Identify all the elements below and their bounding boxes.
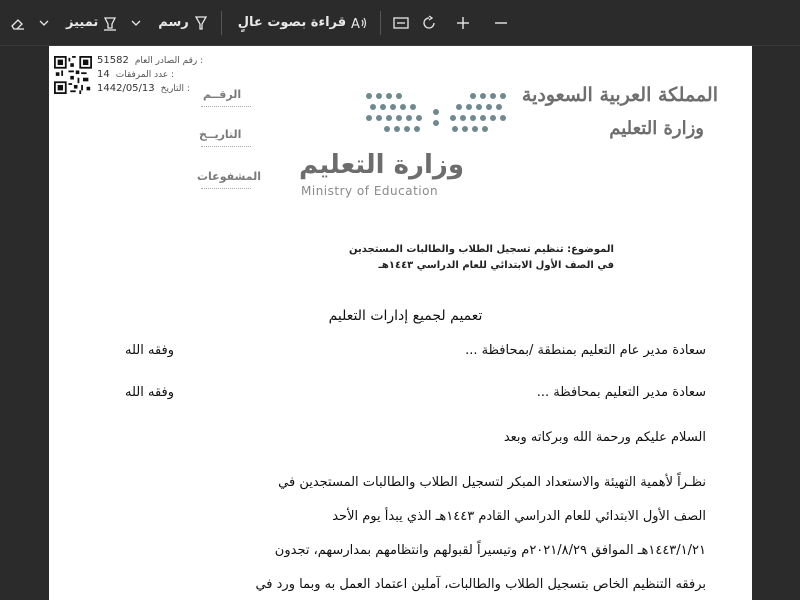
issue-date-label: التاريخ : — [160, 84, 190, 94]
blessing-2: وفقه الله — [125, 385, 175, 400]
field-attachments-line — [201, 188, 251, 189]
zoom-in-button[interactable] — [449, 7, 477, 39]
qr-code — [54, 56, 92, 94]
ref-number-label: رقم الصادر العام : — [134, 56, 204, 66]
attachments-count: 14 — [97, 69, 110, 80]
eraser-icon — [10, 15, 26, 31]
ministry-title: وزارة التعليم — [609, 118, 704, 139]
highlight-button[interactable] — [56, 7, 124, 39]
toolbar-divider — [221, 11, 222, 35]
paragraph-line: الصف الأول الابتدائي للعام الدراسي القادم ١٤٤٣هـ الذي يبدأ يوم الأحد — [332, 509, 706, 524]
draw-button[interactable] — [148, 7, 214, 39]
circular-heading: تعميم لجميع إدارات التعليم — [328, 308, 483, 324]
field-date-label: التاريــخ — [199, 128, 242, 141]
kingdom-title: المملكة العربية السعودية — [521, 84, 718, 106]
rotate-icon — [421, 15, 437, 31]
attachments-label: عدد المرفقات : — [115, 70, 175, 80]
fit-page-button[interactable] — [387, 7, 415, 39]
draw-icon — [193, 15, 209, 31]
rotate-button[interactable] — [415, 7, 443, 39]
zoom-out-icon — [493, 15, 509, 31]
highlight-icon — [102, 15, 118, 31]
read-aloud-icon — [350, 15, 368, 31]
erase-dropdown[interactable] — [32, 7, 56, 39]
field-number-line — [201, 106, 251, 107]
body-paragraph — [126, 466, 706, 600]
logo-arabic-text: وزارة التعليم — [299, 150, 464, 180]
field-number-label: الرقــم — [203, 88, 242, 101]
address-line-2: سعادة مدير التعليم بمحافظة ... — [536, 385, 706, 400]
toolbar — [0, 0, 800, 46]
subject-line-2: في الصف الأول الابتدائي للعام الدراسي ١٤٤٣هـ — [378, 260, 614, 271]
subject-block — [349, 242, 614, 274]
field-attachments-label: المشفوعات — [197, 170, 261, 183]
highlight-dropdown[interactable] — [124, 7, 148, 39]
highlight-label: تمييز — [66, 15, 99, 30]
logo-english-text: Ministry of Education — [301, 184, 439, 198]
blessing-1: وفقه الله — [125, 343, 175, 358]
zoom-in-icon — [455, 15, 471, 31]
paragraph-line: ١٤٤٣/١/٢١هـ الموافق ٢٠٢١/٨/٢٩م وتيسيراً لقبولهم وانتظامهم بمدارسهم، تجدون — [274, 543, 706, 558]
reference-meta — [97, 54, 203, 96]
ref-number: 51582 — [97, 55, 129, 66]
greeting: السلام عليكم ورحمة الله وبركاته وبعد — [503, 430, 706, 445]
zoom-out-button[interactable] — [487, 7, 515, 39]
issue-date: 1442/05/13 — [97, 83, 155, 94]
address-line-1: سعادة مدير عام التعليم بمنطقة /بمحافظة ... — [465, 343, 706, 358]
read-aloud-button[interactable] — [228, 7, 374, 39]
paragraph-line: برفقه التنظيم الخاص بتسجيل الطلاب والطالبات، آملين اعتماد العمل به وبما ورد في — [255, 577, 706, 592]
read-aloud-label: قراءة بصوت عالٍ — [237, 15, 347, 30]
svg-text:A: A — [351, 16, 361, 31]
chevron-down-icon — [38, 17, 50, 29]
erase-button[interactable] — [4, 7, 32, 39]
toolbar-divider — [380, 11, 381, 35]
draw-label: رسم — [158, 15, 189, 30]
document-page — [49, 46, 752, 600]
subject-line-1: الموضوع: تنظيم تسجيل الطلاب والطالبات المستجدين — [349, 244, 614, 255]
field-date-line — [201, 146, 251, 147]
chevron-down-icon — [130, 17, 142, 29]
paragraph-line: نظـراً لأهمية التهيئة والاستعداد المبكر لتسجيل الطلاب والطالبات المستجدين في — [278, 475, 706, 490]
fit-page-icon — [393, 16, 409, 30]
